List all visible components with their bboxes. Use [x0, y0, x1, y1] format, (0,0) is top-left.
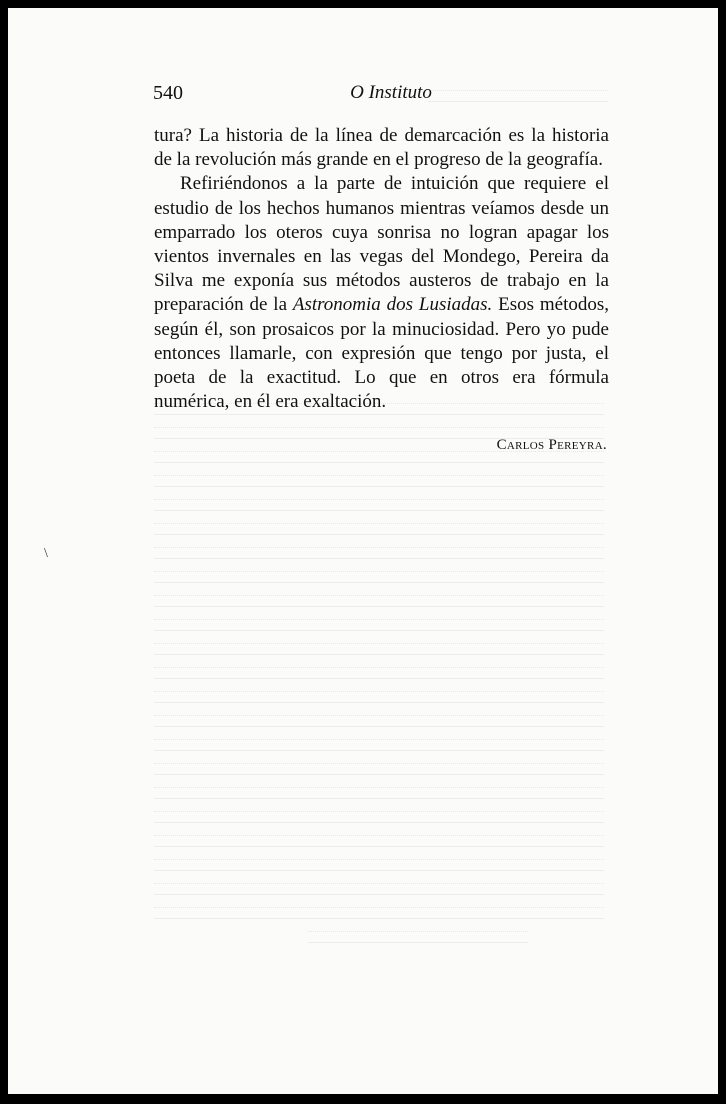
margin-mark: \	[44, 546, 48, 561]
paragraph: tura? La historia de la línea de demarcación es la historia de la revolución más grande en el progreso de la geografía.	[154, 125, 609, 171]
page-number: 540	[153, 82, 183, 104]
author-signature: Carlos Pereyra.	[496, 437, 607, 454]
book-title: Astronomia dos Lusiadas.	[292, 294, 493, 316]
article-body	[154, 124, 609, 458]
running-title: O Instituto	[350, 82, 432, 103]
paragraph	[154, 172, 609, 414]
paragraph-text: Esos métodos, según él, son prosaicos por la minuciosidad. Pero yo pude entonces llamarle, con expresión que tengo por justa, el poeta de la exactitud. Lo que en otros era fórmula numérica, en él era exaltación.	[154, 294, 609, 413]
page-header	[153, 82, 611, 110]
paragraph-text: Refiriéndonos a la parte de intuición que requiere el estudio de los hechos humanos mientras veíamos desde un emparrado los oteros cuya sonrisa no logran apagar los vientos invernales en las vegas del Mondego, Pereira da Silva me exponía sus métodos austeros de trabajo en la preparación de la	[154, 173, 609, 316]
book-page	[8, 8, 718, 1094]
